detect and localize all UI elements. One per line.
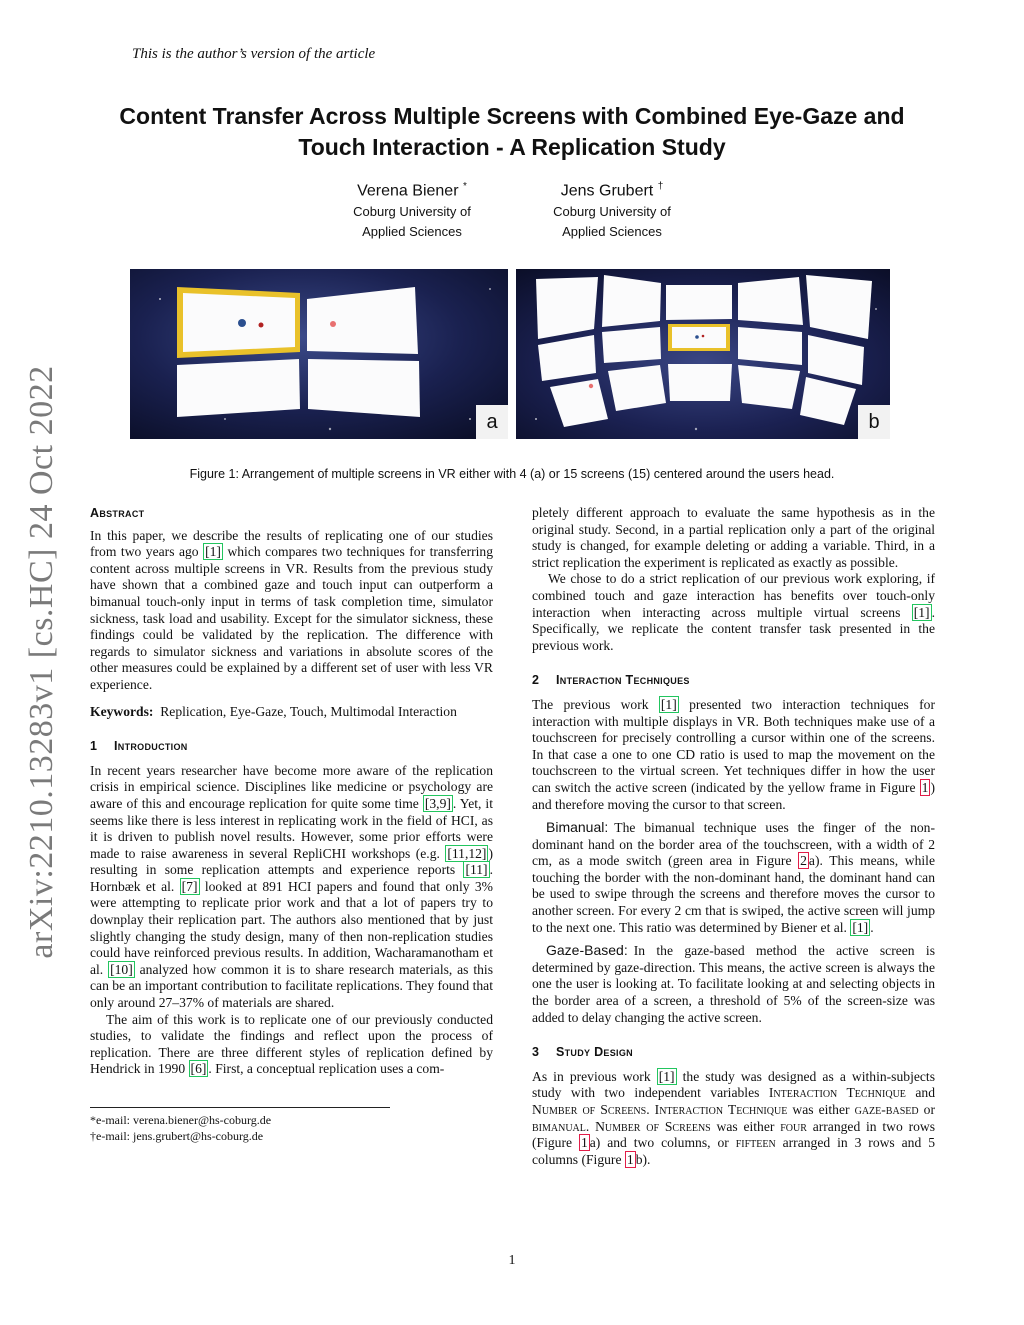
author-1 — [302, 176, 522, 242]
section-3-number: 3 — [532, 1045, 540, 1060]
fifteen-screen-arrangement-image — [516, 269, 890, 439]
intro-paragraph-1 — [90, 763, 493, 1012]
gaze-based-text: In the gaze-based method the active screen is determined by gaze-direction. This means, the active screen is always the one the user is looking at. To facilitate looking at and selecting objects in the border area of a screen, a threshold of 5% of the screen-size was added to delay changing the active screen. — [532, 943, 935, 1025]
intro-text: analyzed how common it is to share research materials, as this can be an important contribution to facilitate replications. They found that only around 27–37% of materials are shared. — [90, 961, 493, 1011]
author-2-affiliation-2: Applied Sciences — [562, 224, 662, 240]
citation-link[interactable]: [1] — [205, 544, 221, 560]
figure-link[interactable]: 1 — [580, 1135, 588, 1151]
four-screen-arrangement-image — [130, 269, 508, 439]
citation-link[interactable]: [11,12] — [447, 845, 487, 861]
intro-text: The aim of this work is to replicate one of our previously conducted studies, to validate the findings and reflect upon the process of replication. There are three different styles of replication defined by Hendrick in 1990 — [90, 1011, 493, 1077]
figure-link[interactable]: 2 — [800, 853, 807, 869]
author-2 — [502, 176, 722, 242]
citation-link[interactable]: [3,9] — [424, 795, 451, 811]
title-line-2: Touch Interaction - A Replication Study — [298, 134, 726, 160]
section-2-paragraph — [532, 697, 935, 813]
sec3-text: and — [905, 1085, 936, 1101]
footnote-2: †e-mail: jens.grubert@hs-coburg.de — [90, 1129, 264, 1143]
gaze-based-label: Gaze-Based: — [546, 942, 628, 959]
bimanual-text: . — [870, 919, 874, 935]
condition-name: gaze-based — [854, 1102, 919, 1117]
figure-panel-a — [130, 269, 508, 439]
figure-link[interactable]: 1 — [921, 779, 929, 795]
intro-text: ) resulting in some replication attempts and experience reports — [90, 845, 493, 878]
abstract-heading: Abstract — [90, 506, 145, 520]
figure-label-b: b — [858, 405, 890, 439]
bimanual-label: Bimanual: — [546, 819, 609, 836]
condition-name: four — [780, 1118, 807, 1134]
section-1-title: Introduction — [114, 739, 188, 754]
section-1-heading — [90, 738, 493, 755]
author-1-affiliation-1: Coburg University of — [353, 204, 471, 220]
citation-link[interactable]: [7] — [181, 878, 198, 894]
intro-text: In recent years researcher have become more aware of the replication crisis in empirical science. Disciplines like medicine or psychology are aware of this and encourage replication for quite some time — [90, 762, 493, 811]
citation-link[interactable]: [10] — [110, 961, 133, 977]
citation-link[interactable]: [1] — [852, 919, 869, 935]
sec3-text: a) and two columns, or — [589, 1135, 736, 1151]
condition-name: fifteen — [735, 1135, 776, 1151]
section-2-heading — [532, 672, 935, 689]
author-version-note: This is the author’s version of the article — [132, 46, 376, 62]
section-3-paragraph — [532, 1069, 935, 1169]
sec2-text: The previous work — [532, 696, 659, 712]
citation-link[interactable]: [11] — [465, 862, 488, 878]
author-2-affiliation-1: Coburg University of — [553, 204, 671, 220]
intro-text: . Hornbæk et al. — [90, 862, 493, 894]
sec3-text: . — [646, 1102, 655, 1117]
keywords — [90, 704, 493, 721]
author-1-affiliation-2: Applied Sciences — [362, 224, 462, 240]
right-text: We chose to do a strict replication of our previous work exploring, if combined touch and gaze interaction has benefits over touch-only interaction when interacting across multiple virtual screens — [532, 571, 935, 620]
bimanual-text: a). This means, while touching the border with the non-dominant hand, the dominant hand can be used to swipe through the screens and therefore moves the cursor to another screen. For every 2 cm that is swiped, the active screen will jump to the next one. This ratio was determined by Biener et al. — [532, 853, 935, 935]
footnote-rule — [90, 1107, 390, 1108]
page-number: 1 — [508, 1253, 516, 1268]
condition-name: bimanual — [532, 1118, 586, 1134]
figure-caption: Figure 1: Arrangement of multiple screens in VR either with 4 (a) or 15 screens (15) centered around the users head. — [189, 467, 835, 481]
abstract-text-2: which compares two techniques for transferring content across multiple screens in VR. Results from the previous study have shown that a combined gaze and touch input can outperform a bimanual touch-only input in terms of task completion time, simulator sickness, task load and usability. Except for the simulator sickness, these findings could be validated by the replication. The difference with regards to simulator sickness and variations in absolute scores of the other measures could be explained by a different set of user with less VR experience. — [90, 544, 493, 692]
author-1-name: Verena Biener — [357, 182, 459, 200]
right-paragraph-1: pletely different approach to evaluate the same hypothesis as in the original study. Second, in a partial replication only a part of the original study is changed, for example deleting or adding a variable. Third, in a strict replication the experiment is replicated as exactly as possible. — [532, 505, 935, 570]
section-1-number: 1 — [90, 739, 98, 754]
figure-link[interactable]: 1 — [626, 1151, 634, 1167]
footnote-1: *e-mail: verena.biener@hs-coburg.de — [90, 1113, 272, 1127]
section-2-title: Interaction Techniques — [556, 673, 690, 688]
gaze-based-paragraph — [532, 942, 935, 1026]
citation-link[interactable]: [1] — [660, 696, 677, 712]
variable-name: Interaction Technique — [768, 1085, 906, 1101]
intro-paragraph-2 — [90, 1012, 493, 1078]
figure-panel-b — [516, 269, 890, 439]
variable-name: Number of Screens — [532, 1102, 647, 1117]
variable-name: Interaction Technique — [654, 1102, 788, 1117]
intro-text: looked at 891 HCI papers and found that only 3% were attempting to replicate prior work and that a lot of papers try to downplay their replication part. The authors also mentioned that by just slightly changing the study design, many of then non-replication studies could have reinforced previous results. In addition, Wacharamanotham et al. — [90, 878, 493, 977]
author-2-name: Jens Grubert — [560, 182, 654, 200]
keywords-text: Replication, Eye-Gaze, Touch, Multimodal Interaction — [160, 703, 457, 719]
paper-title — [60, 101, 964, 163]
keywords-label: Keywords: — [90, 703, 154, 719]
sec2-text: ) and therefore moving the cursor to that screen. — [532, 779, 935, 812]
section-3-title: Study Design — [556, 1045, 633, 1060]
sec3-text: As in previous work — [532, 1068, 657, 1084]
right-column — [532, 505, 935, 1168]
sec2-text: presented two interaction techniques for interaction with multiple displays in VR. Both techniques make use of a touchscreen for precisely controlling a cursor within one of the screens. In that case a one to one CD ratio is used to map the movement on the touchscreen to the virtual screen. Yet techniques differ in how the user can switch the active screen (indicated by the yellow frame in Figure — [532, 696, 935, 795]
citation-link[interactable]: [1] — [658, 1068, 675, 1084]
right-paragraph-2 — [532, 571, 935, 654]
intro-text: . Yet, it seems like there is less interest in replicating work in the field of HCI, as it is driven to publish novel results. However, some prior efforts were made to raise awareness in several RepliCHI workshops (e.g. — [90, 795, 493, 861]
sec3-text: or — [918, 1102, 935, 1117]
author-1-mark: * — [462, 181, 467, 192]
sec3-text: the study was designed as a within-subjects study with two independent variables — [532, 1068, 935, 1101]
author-2-mark: † — [657, 181, 664, 192]
sec3-text: arranged in two rows (Figure — [532, 1118, 936, 1151]
citation-link[interactable]: [1] — [913, 604, 930, 620]
citation-link[interactable]: [6] — [190, 1061, 207, 1077]
abstract-text-1: In this paper, we describe the results of replicating one of our studies from two years ago — [90, 527, 493, 560]
section-3-heading — [532, 1044, 935, 1061]
sec3-text: . — [585, 1118, 596, 1134]
bimanual-paragraph — [532, 819, 935, 936]
section-2-number: 2 — [532, 673, 540, 688]
abstract-text — [90, 528, 493, 694]
variable-name: Number of Screens — [595, 1118, 711, 1134]
sec3-text: was either — [787, 1102, 855, 1117]
figure-label-a: a — [476, 405, 508, 439]
sec3-text: arranged in 3 rows and 5 columns (Figure — [532, 1135, 935, 1167]
bimanual-text: The bimanual technique uses the finger of the non-dominant hand on the border area of the touchscreen, with a width of 2 cm, as a mode switch (green area in Figure — [532, 820, 935, 869]
title-line-1: Content Transfer Across Multiple Screens with Combined Eye-Gaze and — [119, 103, 905, 129]
arxiv-id: arXiv:2210.13283v1 [cs.HC] 24 Oct 2022 — [23, 365, 60, 959]
right-text: . Specifically, we replicate the content transfer task presented in the previous work. — [532, 604, 935, 653]
sec3-text: b). — [635, 1151, 651, 1167]
intro-text: . First, a conceptual replication uses a com- — [208, 1061, 445, 1077]
left-column — [90, 505, 493, 1078]
sec3-text: was either — [710, 1118, 781, 1134]
arxiv-stamp — [18, 356, 66, 968]
